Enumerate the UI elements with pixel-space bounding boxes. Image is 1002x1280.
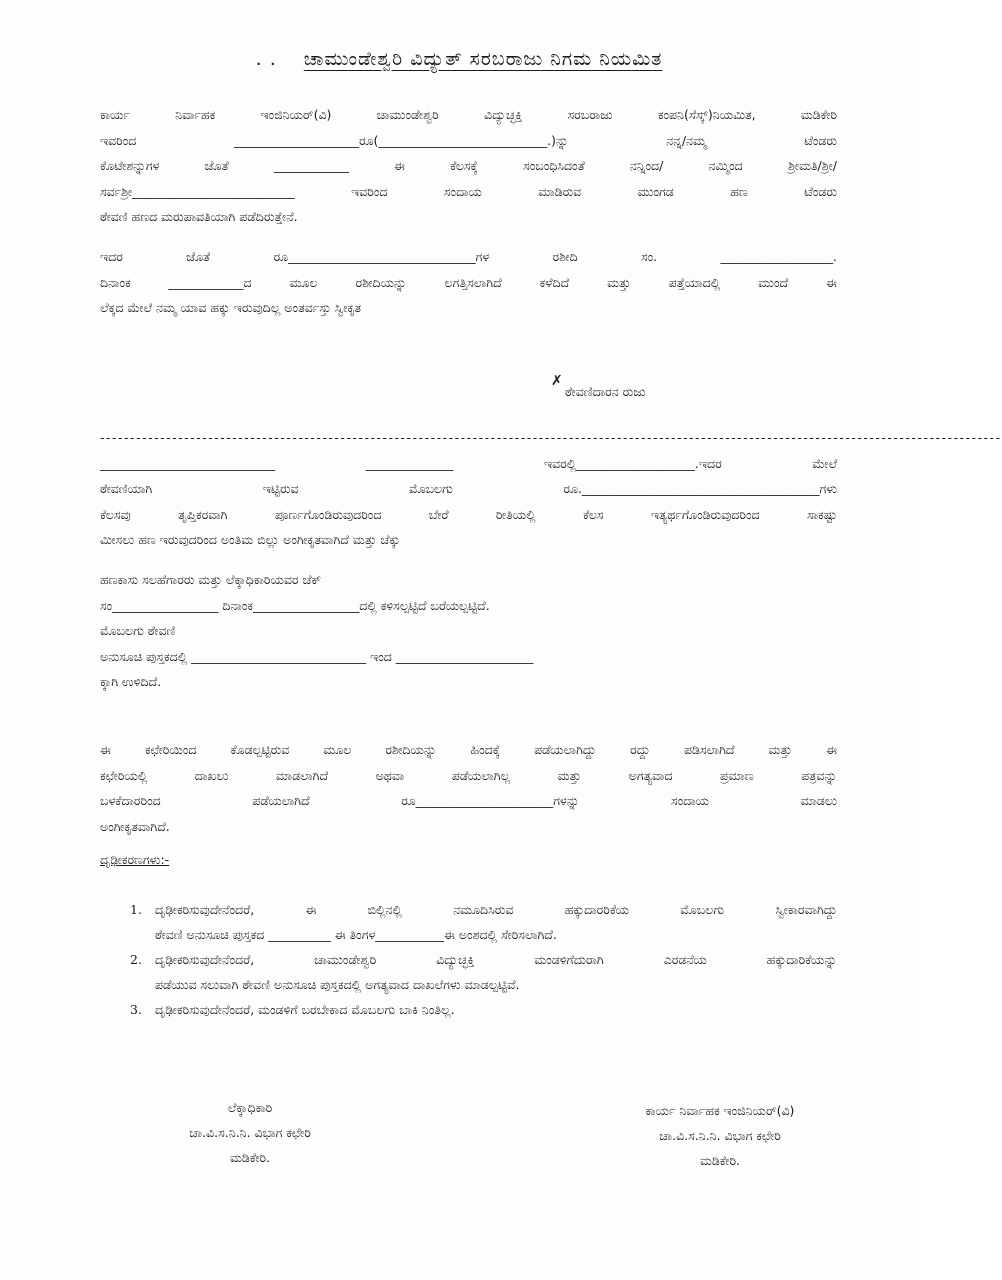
para-line: ಮೀಸಲು ಹಣ ಇರುವುದರಿಂದ ಅಂತಿಮ ಬಿಲ್ಲು ಅಂಗೀಕೃತವಾಗಿದೆ ಮತ್ತು ಚೆಕ್ಕು [100, 532, 401, 547]
para-line: ಸಂ_________________ ದಿನಾಂಕ_________________ದಲ್ಲಿ ಕಳಿಸಲ್ಪಟ್ಟಿದೆ ಬರೆಯಲ್ಪಟ್ಟಿದೆ. [100, 597, 490, 613]
para-line: ಕೆಲಸವು ತೃಪ್ತಿಕರವಾಗಿ ಪೂರ್ಣಗೊಂಡಿರುವುದರಿಂದ ಬೇರೆ ರೀತಿಯಲ್ಲಿ ಕೆಲಸ ಇತ್ಯರ್ಥಗೊಂಡಿರುವುದರಿಂದ ಸಾಕಷ್ಟು [100, 506, 837, 522]
receipt-attachment-paragraph [100, 244, 837, 321]
item-line: ದೃಢೀಕರಿಸುವುದೇನೆಂದರೆ, ಈ ಬಿಲ್ಲಿನಲ್ಲಿ ನಮೂದಿಸಿರುವ ಹಕ್ಕುದಾರರಿಕೆಯ ಮೊಬಲಗು ಸ್ವೀಕಾರವಾಗಿದ್ದು [155, 902, 837, 917]
signatory-office: ಚಾ.ವಿ.ಸ.ನಿ.ನಿ. ವಿಭಾಗ ಕಛೇರಿ [659, 1128, 781, 1143]
para-line: ಇದರ ಜೊತೆ ರೂ______________________________ಗಳ ರಶೀದಿ ಸಂ. __________________. [100, 249, 837, 264]
para-line: ಕ್ಕಾಗಿ ಉಳಿದಿದೆ. [100, 674, 162, 689]
para-line: ಲೆಕ್ಕದ ಮೇಲೆ ನಮ್ಮ ಯಾವ ಹಕ್ಕು ಇರುವುದಿಲ್ಲ ಅಂತರ್ವಸ್ತು ಸ್ವೀಕೃತ [100, 300, 362, 315]
document-title [0, 48, 918, 70]
signatory-place: ಮಡಿಕೇರಿ. [699, 1153, 741, 1168]
certifications-heading: ದೃಢೀಕರಣಗಳು:- [100, 852, 170, 867]
para-line: ಕೊಟೇಶನ್ನುಗಳ ಜೊತೆ ____________ ಈ ಕೆಲಸಕ್ಕೆ ಸಂಬಂಧಿಸಿದಂತೆ ನನ್ನಿಂದ/ ನಮ್ಮಿಂದ ಶ್ರೀಮತಿ/ಶ್ರೀ/ [100, 158, 837, 173]
para-line: ಹಣಕಾಸು ಸಲಹೆಗಾರರು ಮತ್ತು ಲೆಕ್ಕಾಧಿಕಾರಿಯವರ ಚೆಕ್ [100, 572, 322, 587]
depositor-signature-label: ಠೇವಣಿದಾರನ ರುಜು [565, 384, 646, 399]
signatory-place: ಮಡಿಕೇರಿ. [229, 1150, 271, 1165]
title-dots: . . [255, 48, 277, 70]
item-line: ದೃಢೀಕರಿಸುವುದೇನೆಂದರೆ, ಚಾಮುಂಡೇಶ್ವರಿ ವಿದ್ಯುಚ್ಛಕ್ತಿ ಮಂಡಳಿಗೆದುರಾಗಿ ಎರಡನೆಯ ಹಕ್ಕುದಾರಿಕೆಯನ್ನು [155, 952, 837, 967]
executive-engineer-signature [580, 1098, 860, 1173]
accounts-officer-signature [140, 1095, 360, 1170]
para-line: ಈ ಕಛೇರಿಯಿಂದ ಕೊಡಲ್ಪಟ್ಟಿರುವ ಮೂಲ ರಶೀದಿಯನ್ನು ಹಿಂದಕ್ಕೆ ಪಡೆಯಲಾಗಿದ್ದು ರದ್ದು ಪಡಿಸಲಾಗಿದೆ ಮತ್ತು ಈ [100, 742, 837, 757]
para-line: ಕಛೇರಿಯಲ್ಲಿ ದಾಖಲು ಮಾಡಲಾಗಿದೆ ಅಥವಾ ಪಡೆಯಲಾಗಿಲ್ಲ ಮತ್ತು ಅಗತ್ಯವಾದ ಪ್ರಮಾಣ ಪತ್ರವನ್ನು [100, 767, 837, 783]
signatory-office: ಚಾ.ವಿ.ಸ.ನಿ.ನಿ. ವಿಭಾಗ ಕಛೇರಿ [189, 1125, 311, 1140]
signature-mark: ✗ [551, 373, 563, 389]
item-number: 3. [130, 1002, 142, 1017]
para-line: ಮೊಬಲಗು ಠೇವಣಿ [100, 623, 176, 638]
item-number: 2. [130, 952, 142, 967]
signatory-title: ಲೆಕ್ಕಾಧಿಕಾರಿ [227, 1100, 273, 1115]
para-line: ಇವರಿಂದ ____________________ರೂ(___________________________.)ನ್ನು ನನ್ನ/ನಮ್ಮ ಟೆಂಡರು [100, 132, 837, 148]
final-bill-paragraph [100, 425, 1002, 553]
item-number: 1. [130, 902, 142, 917]
refund-receipt-paragraph [100, 102, 837, 230]
para-line: ಕಾರ್ಯ ನಿರ್ವಾಹಕ ಇಂಜಿನಿಯರ್(ವಿ) ಚಾಮುಂಡೇಶ್ವರಿ ವಿದ್ಯುಚ್ಛಕ್ತಿ ಸರಬರಾಜು ಕಂಪನಿ(ಸೆಸ್ಕ್)ನಿಯಮಿತ, ಮಡಿಕೇರಿ [100, 107, 837, 122]
certification-item [130, 947, 837, 997]
para-line: ____________________________ ______________ ಇವರಲ್ಲಿ___________________.ಇದರ ಮೇಲೆ [100, 455, 837, 471]
certifications-list [130, 897, 837, 1022]
dashed-separator: ------------------------------------------------------------------------------------------------------------------------------------------------------ [100, 430, 1002, 445]
para-line: ಠೇವಣಿ ಹಣದ ಮರುಪಾವತಿಯಾಗಿ ಪಡೆದಿರುತ್ತೇನೆ. [100, 209, 298, 224]
para-line: ಅನುಸೂಚಿ ಪುಸ್ತಕದಲ್ಲಿ ____________________________ ಇಂದ ______________________ [100, 648, 534, 664]
item-line: ಠೇವಣಿ ಅನುಸೂಚಿ ಪುಸ್ತಕದ __________ ಈ ತಿಂಗಳ___________ಈ ಅಂಶದಲ್ಲಿ ಸೇರಿಸಲಾಗಿದೆ. [155, 927, 557, 942]
para-line: ಬಳಕೆದಾರರಿಂದ ಪಡೆಯಲಾಗಿದೆ ರೂ______________________ಗಳನ್ನು ಸಂದಾಯ ಮಾಡಲು [100, 793, 837, 808]
item-line: ದೃಢೀಕರಿಸುವುದೇನೆಂದರೆ, ಮಂಡಳಿಗೆ ಬರಬೇಕಾದ ಮೊಬಲಗು ಬಾಕಿ ನಿಂತಿಲ್ಲ. [155, 1002, 455, 1017]
para-line: ಸರ್ವಶ್ರೀ__________________________ ಇವರಿಂದ ಸಂದಾಯ ಮಾಡಿರುವ ಮುಂಗಡ ಹಣ ಟೆಂಡರು [100, 183, 837, 199]
original-receipt-paragraph [100, 737, 837, 839]
para-line: ದಿನಾಂಕ ____________ದ ಮೂಲ ರಶೀದಿಯನ್ನು ಲಗತ್ತಿಸಲಾಗಿದೆ ಕಳೆದಿದೆ ಮತ್ತು ಪತ್ತೆಯಾದಲ್ಲಿ ಮುಂದೆ ಈ [100, 274, 837, 290]
item-line: ಪಡೆಯುವ ಸಲುವಾಗಿ ಠೇವಣಿ ಅನುಸೂಚಿ ಪುಸ್ತಕದಲ್ಲಿ ಅಗತ್ಯವಾದ ದಾಖಲೆಗಳು ಮಾಡಲ್ಪಟ್ಟಿವೆ. [155, 977, 520, 992]
certification-item [130, 897, 837, 947]
signatory-title: ಕಾರ್ಯ ನಿರ್ವಾಹಕ ಇಂಜಿನಿಯರ್(ವಿ) [645, 1103, 795, 1118]
cheque-details-paragraph [100, 567, 837, 695]
company-name: ಚಾಮುಂಡೇಶ್ವರಿ ವಿದ್ಯುತ್ ಸರಬರಾಜು ನಿಗಮ ನಿಯಮಿತ [303, 48, 663, 70]
certification-item [130, 997, 837, 1022]
para-line: ಠೇವಣಿಯಾಗಿ ಇಟ್ಟಿರುವ ಮೊಬಲಗು ರೂ.______________________________________ಗಳು [100, 481, 837, 496]
para-line: ಅಂಗೀಕೃತವಾಗಿದೆ. [100, 818, 170, 834]
